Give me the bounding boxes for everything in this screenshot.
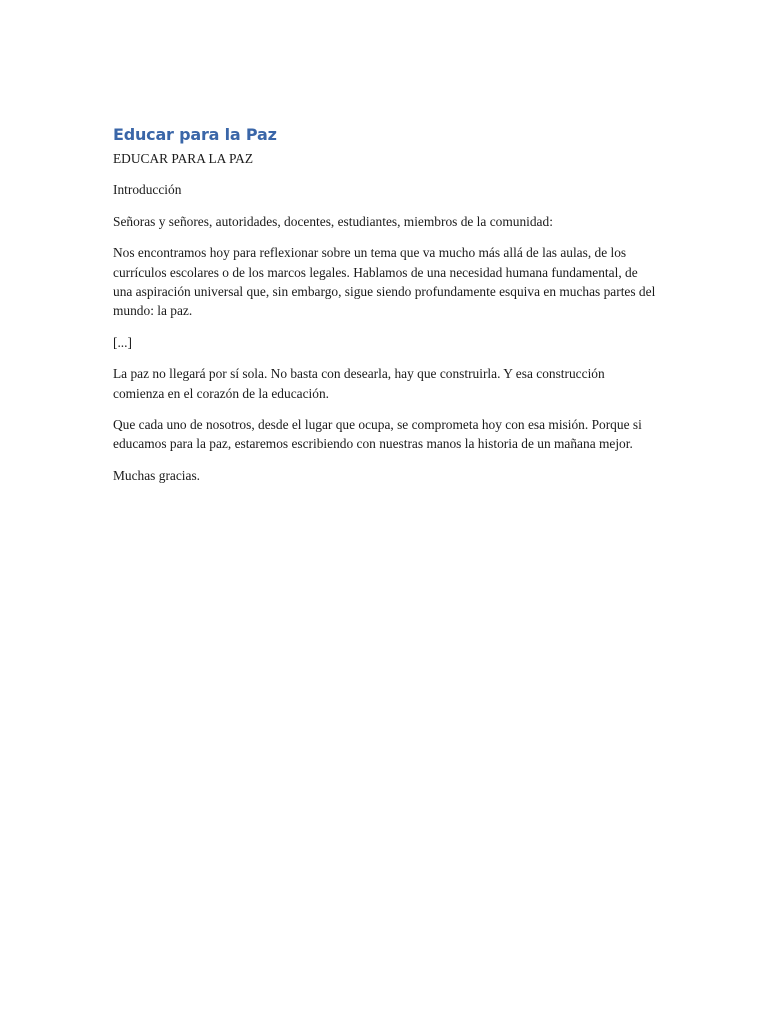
ellipsis-paragraph: [...]: [113, 334, 132, 350]
body-paragraph: Nos encontramos hoy para reflexionar sobre un tema que va mucho más allá de las aulas, de los currículos escolares o de los marcos legales. Hablamos de una necesidad humana fundamental, de una aspiración universal que, sin embargo, sigue siendo profundamente esquiva en muchas partes del mundo: la paz.: [113, 245, 656, 319]
document-page: [113, 124, 658, 497]
document-title: Educar para la Paz: [113, 125, 277, 144]
salutation-paragraph: Señoras y señores, autoridades, docentes, estudiantes, miembros de la comunidad:: [113, 213, 553, 229]
closing-paragraph: Muchas gracias.: [113, 467, 201, 483]
body-paragraph: La paz no llegará por sí sola. No basta con desearla, hay que construirla. Y esa construcción comienza en el corazón de la educación.: [113, 366, 605, 401]
document-subtitle: EDUCAR PARA LA PAZ: [113, 151, 254, 166]
body-paragraph: Que cada uno de nosotros, desde el lugar que ocupa, se comprometa hoy con esa misión. Porque si educamos para la paz, estaremos escribiendo con nuestras manos la historia de un mañana mejor.: [113, 417, 642, 452]
section-heading-introduction: Introducción: [113, 182, 182, 198]
